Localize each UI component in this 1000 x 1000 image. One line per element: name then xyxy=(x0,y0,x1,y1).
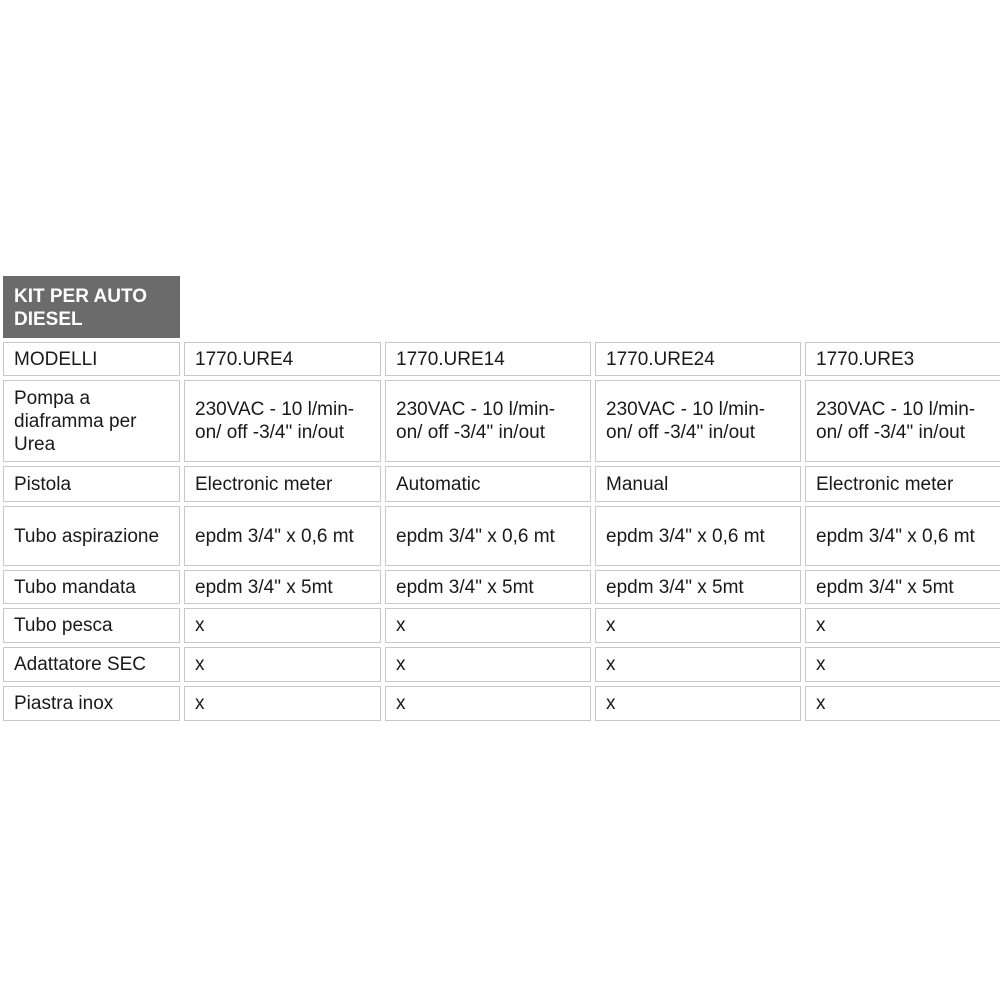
table-cell: x xyxy=(385,686,591,721)
table-cell: x xyxy=(595,647,801,682)
row-label: Tubo pesca xyxy=(3,608,180,643)
table-cell: epdm 3/4" x 5mt xyxy=(385,570,591,604)
table-row-tubo-aspirazione xyxy=(3,506,1000,566)
table-cell: 1770.URE14 xyxy=(385,342,591,376)
table-cell: x xyxy=(805,608,1000,643)
table-cell: Manual xyxy=(595,466,801,502)
table-cell: Automatic xyxy=(385,466,591,502)
table-row-pompa xyxy=(3,380,1000,462)
table-cell: x xyxy=(385,647,591,682)
table-cell: epdm 3/4" x 0,6 mt xyxy=(184,506,381,566)
table-cell: x xyxy=(595,608,801,643)
table-cell: x xyxy=(385,608,591,643)
table-row-tubo-mandata xyxy=(3,570,1000,604)
table-cell: 230VAC - 10 l/min- on/ off -3/4" in/out xyxy=(184,380,381,462)
table-cell: x xyxy=(184,608,381,643)
row-label: MODELLI xyxy=(3,342,180,376)
row-label: Adattatore SEC xyxy=(3,647,180,682)
table-cell: x xyxy=(595,686,801,721)
table-cell: epdm 3/4" x 0,6 mt xyxy=(805,506,1000,566)
table-cell: epdm 3/4" x 5mt xyxy=(805,570,1000,604)
table-cell: 1770.URE3 xyxy=(805,342,1000,376)
table-title: KIT PER AUTO DIESEL xyxy=(3,276,180,338)
row-label: Tubo mandata xyxy=(3,570,180,604)
table-row-pistola xyxy=(3,466,1000,502)
row-label: Piastra inox xyxy=(3,686,180,721)
row-label: Pompa a diaframma per Urea xyxy=(3,380,180,462)
table-cell: 230VAC - 10 l/min- on/ off -3/4" in/out xyxy=(805,380,1000,462)
kit-table xyxy=(0,272,1000,725)
table-cell: x xyxy=(184,686,381,721)
table-row-adattatore-sec xyxy=(3,647,1000,682)
table-cell: Electronic meter xyxy=(184,466,381,502)
table-cell: epdm 3/4" x 5mt xyxy=(595,570,801,604)
table-cell: 230VAC - 10 l/min- on/ off -3/4" in/out xyxy=(595,380,801,462)
table-cell: x xyxy=(805,647,1000,682)
table-cell: Electronic meter xyxy=(805,466,1000,502)
table-cell: epdm 3/4" x 0,6 mt xyxy=(385,506,591,566)
table-title-row xyxy=(3,276,1000,338)
table-cell: 230VAC - 10 l/min- on/ off -3/4" in/out xyxy=(385,380,591,462)
row-label: Pistola xyxy=(3,466,180,502)
row-label: Tubo aspirazione xyxy=(3,506,180,566)
table-cell: epdm 3/4" x 5mt xyxy=(184,570,381,604)
table-row-tubo-pesca xyxy=(3,608,1000,643)
table-cell: 1770.URE24 xyxy=(595,342,801,376)
table-cell: 1770.URE4 xyxy=(184,342,381,376)
table-cell: epdm 3/4" x 0,6 mt xyxy=(595,506,801,566)
table-row-modelli xyxy=(3,342,1000,376)
table-cell: x xyxy=(805,686,1000,721)
table-row-piastra-inox xyxy=(3,686,1000,721)
table-cell: x xyxy=(184,647,381,682)
